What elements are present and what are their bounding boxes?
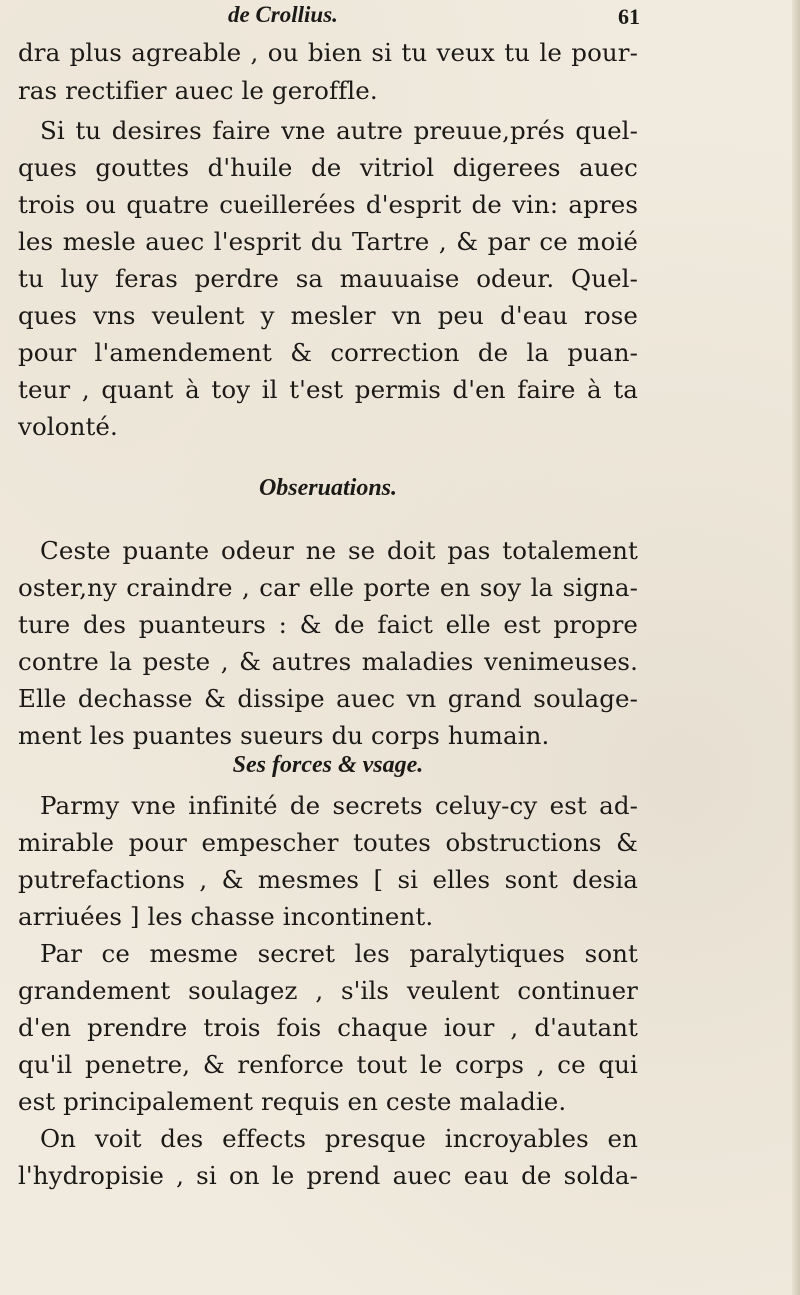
text-line: teur , quant à toy il t'est permis d'en faire à ta (18, 375, 638, 404)
text-line: volonté. (18, 412, 118, 441)
text-line: tu luy feras perdre sa mauuaise odeur. Quel- (18, 264, 638, 293)
text-line: putrefactions , & mesmes [ si elles sont desia (18, 865, 638, 894)
text-line: les mesle auec l'esprit du Tartre , & par ce moié (18, 227, 638, 256)
text-line: Ceste puante odeur ne se doit pas totalement (40, 536, 638, 565)
text-line: On voit des effects presque incroyables en (40, 1124, 638, 1153)
section-heading: Ses forces & vsage. (232, 752, 424, 778)
text-line: mirable pour empescher toutes obstructions & (18, 828, 638, 857)
text-line: oster,ny craindre , car elle porte en soy la signa- (18, 573, 638, 602)
text-line: ras rectifier auec le geroffle. (18, 76, 378, 105)
text-line: ture des puanteurs : & de faict elle est propre (18, 610, 638, 639)
text-line: trois ou quatre cueillerées d'esprit de vin: apres (18, 190, 638, 219)
text-line: Elle dechasse & dissipe auec vn grand soulage- (18, 684, 638, 713)
text-line: ques vns veulent y mesler vn peu d'eau rose (18, 301, 638, 330)
text-line: grandement soulagez , s'ils veulent continuer (18, 976, 638, 1005)
page-number: 61 (618, 4, 640, 29)
running-title: de Crollius. (228, 2, 338, 27)
text-line: d'en prendre trois fois chaque iour , d'autant (18, 1013, 638, 1042)
running-head (18, 2, 638, 34)
text-line: l'hydropisie , si on le prend auec eau de solda- (18, 1161, 638, 1190)
text-line: qu'il penetre, & renforce tout le corps , ce qui (18, 1050, 638, 1079)
text-line: est principalement requis en ceste maladie. (18, 1087, 567, 1116)
text-line: dra plus agreable , ou bien si tu veux tu le pour- (18, 38, 638, 67)
text-line: Parmy vne infinité de secrets celuy-cy est ad- (40, 791, 638, 820)
text-line: arriuées ] les chasse incontinent. (18, 902, 434, 931)
text-line: Si tu desires faire vne autre preuue,prés quel- (40, 116, 638, 145)
text-line: ment les puantes sueurs du corps humain. (18, 721, 550, 750)
section-heading: Obseruations. (258, 475, 398, 501)
page-edge-shadow (792, 0, 800, 1295)
text-line: Par ce mesme secret les paralytiques sont (40, 939, 638, 968)
text-line: pour l'amendement & correction de la puan- (18, 338, 638, 367)
text-line: contre la peste , & autres maladies venimeuses. (18, 647, 638, 676)
text-line: ques gouttes d'huile de vitriol digerees auec (18, 153, 638, 182)
